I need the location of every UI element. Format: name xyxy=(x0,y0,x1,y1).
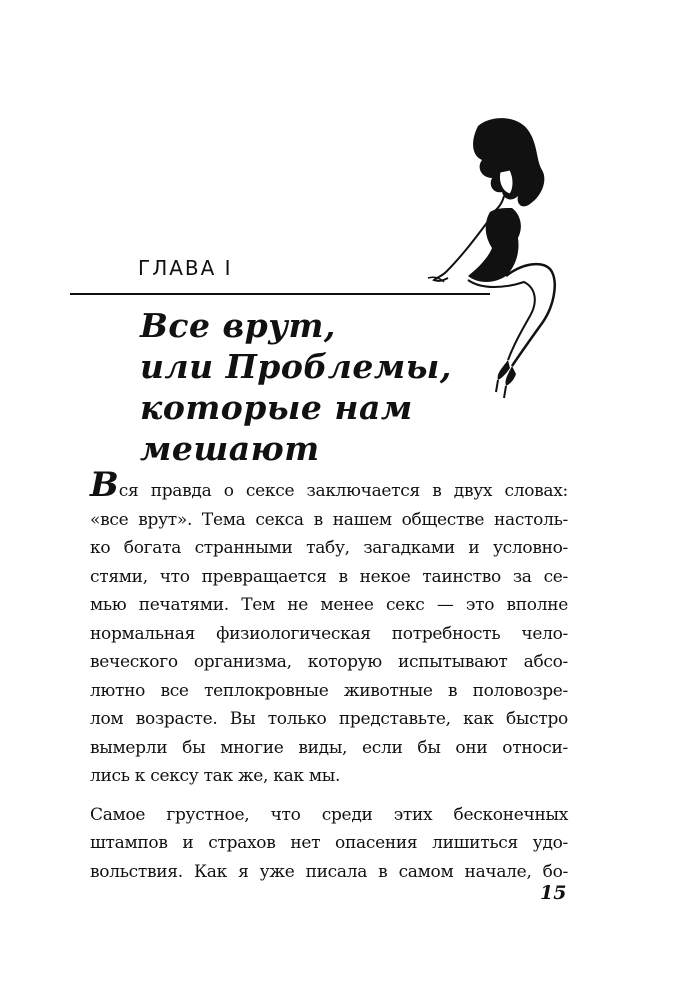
page-number: 15 xyxy=(540,882,567,904)
chapter-label: ГЛАВА I xyxy=(138,256,233,280)
drop-cap: В xyxy=(90,465,119,505)
text-line: штампов и страхов нет опасения лишиться удо- xyxy=(90,833,568,853)
text-line: мью печатями. Тем не менее секс — это вполне xyxy=(90,595,568,615)
text-line: стями, что превращается в некое таинство за се- xyxy=(90,566,568,587)
chapter-divider xyxy=(70,293,490,295)
text-line: лютно все теплокровные животные в половозре- xyxy=(90,680,568,701)
text-line-content: ся правда о сексе заключается в двух словах: xyxy=(118,481,568,501)
text-line: нормальная физиологическая потребность чело- xyxy=(90,623,568,644)
text-line: вольствия. Как я уже писала в самом начале, бо- xyxy=(90,861,568,882)
text-line xyxy=(90,465,568,506)
chapter-title-line: Все врут, xyxy=(140,306,336,345)
chapter-title xyxy=(140,305,470,469)
text-line: ко богата странными табу, загадками и условно- xyxy=(90,538,568,558)
text-line: вымерли бы многие виды, если бы они относи- xyxy=(90,737,568,758)
text-line: Самое грустное, что среди этих бесконечных xyxy=(90,804,568,825)
text-line: лись к сексу так же, как мы. xyxy=(90,766,341,786)
chapter-title-line: или Проблемы, xyxy=(140,347,452,386)
paragraph-1 xyxy=(90,465,568,791)
text-line: «все врут». Тема секса в нашем обществе настоль- xyxy=(90,509,568,530)
chapter-title-line: которые нам xyxy=(140,388,413,427)
body-text xyxy=(90,465,568,886)
paragraph-2 xyxy=(90,801,568,887)
chapter-title-line: мешают xyxy=(140,429,320,468)
text-line: лом возрасте. Вы только представьте, как быстро xyxy=(90,709,568,729)
text-line: веческого организма, которую испытывают абсо- xyxy=(90,652,568,672)
